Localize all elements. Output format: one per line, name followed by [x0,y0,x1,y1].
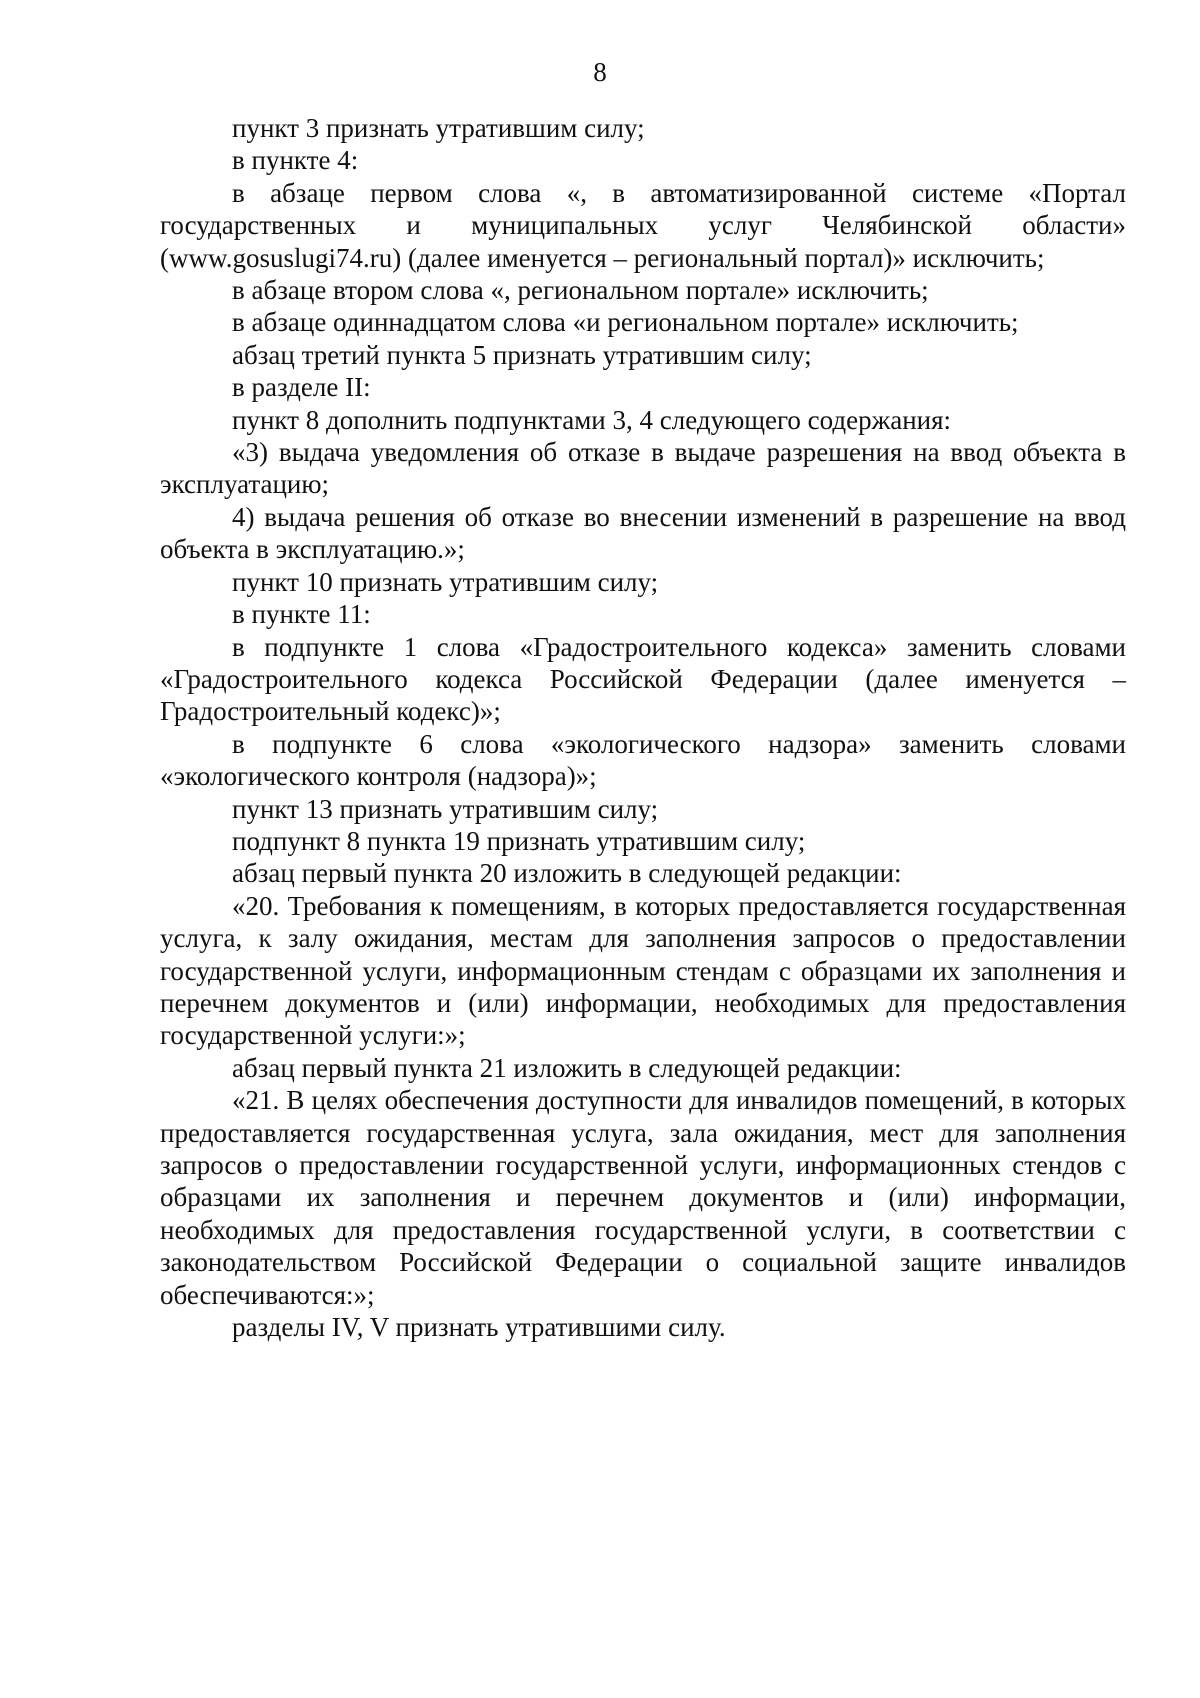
paragraph: разделы IV, V признать утратившими силу. [232,1312,726,1343]
paragraph: пункт 10 признать утратившим силу; [232,566,659,597]
paragraph: в абзаце первом слова «, в автоматизированной системе «Портал государственных и муниципальных услуг Челябинской области» (www.gosuslugi74.ru) (далее именуется – региональный портал)» исключить; [160,177,1126,273]
paragraph: подпункт 8 пункта 19 признать утратившим силу; [232,825,806,856]
paragraph: в пункте 11: [232,599,371,630]
paragraph: в абзаце втором слова «, региональном портале» исключить; [232,275,929,306]
paragraph: пункт 3 признать утратившим силу; [232,113,645,143]
paragraph: в подпункте 1 слова «Градостроительного кодекса» заменить словами «Градостроительного кодекса Российской Федерации (далее именуется – Градостроительный кодекс)»; [160,631,1126,727]
paragraph: в разделе II: [232,372,371,403]
paragraph: пункт 13 признать утратившим силу; [232,793,659,824]
paragraph: «21. В целях обеспечения доступности для инвалидов помещений, в которых предоставляется государственная услуга, зала ожидания, мест для заполнения запросов о предоставлении государственной услуги, информационных стендов с образцами их заполнения и перечнем документов и (или) информации, необходимых для предоставления государственной услуги, в соответствии с законодательством Российской Федерации о социальной защите инвалидов обеспечиваются:»; [160,1085,1126,1310]
document-body [160,112,1126,1343]
paragraph: в пункте 4: [232,145,359,176]
page-number: 8 [593,57,607,87]
paragraph: абзац первый пункта 20 изложить в следующей редакции: [232,858,902,889]
paragraph: «20. Требования к помещениям, в которых предоставляется государственная услуга, к залу ожидания, местам для заполнения запросов о предоставлении государственной услуги, информационным стендам с образцами их заполнения и перечнем документов и (или) информации, необходимых для предоставления государственной услуги:»; [160,890,1126,1051]
paragraph: пункт 8 дополнить подпунктами 3, 4 следующего содержания: [232,404,952,435]
paragraph: абзац первый пункта 21 изложить в следующей редакции: [232,1052,902,1083]
paragraph: «3) выдача уведомления об отказе в выдаче разрешения на ввод объекта в эксплуатацию; [160,437,1126,500]
paragraph: абзац третий пункта 5 признать утратившим силу; [232,339,812,370]
paragraph: 4) выдача решения об отказе во внесении изменений в разрешение на ввод объекта в эксплуатацию.»; [160,501,1126,565]
paragraph: в абзаце одиннадцатом слова «и региональном портале» исключить; [232,307,1019,338]
paragraph: в подпункте 6 слова «экологического надзора» заменить словами «экологического контроля (надзора)»; [160,728,1126,792]
